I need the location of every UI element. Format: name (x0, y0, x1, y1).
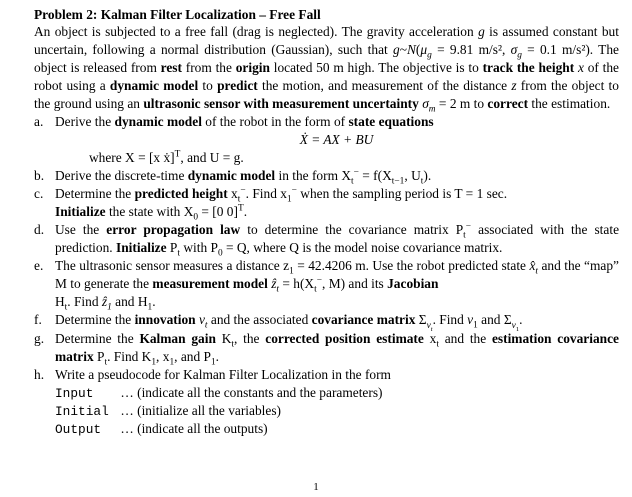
item-label: a. (34, 114, 44, 129)
item-label: c. (34, 186, 44, 201)
pseudocode-input: Input … (indicate all the constants and the parameters) (55, 384, 383, 401)
question-a: a. Derive the dynamic model of the robot in the form of state equations (34, 114, 434, 129)
question-c: c. Determine the predicted height $x_t^-$. Find $x_1^-$ when the sampling period is T = 1 sec. Initialize the state with $X_0 = [0$ 0]$^T$. (34, 185, 508, 223)
item-label: f. (34, 312, 42, 327)
item-label: b. (34, 168, 45, 183)
item-label: h. (34, 366, 45, 382)
problem-intro: An object is subjected to a free fall (drag is neglected). The gravity acceleration g is assumed constant but uncertain, following a normal distribution (Gaussian), such that $g\sim N(\mu_g = 9.81$ m/s², $\sigma_g = 0.1$ m/s²). The object is released from rest from the origin located 50 m high. The objective is to track the height x of the robot using a dynamic model to predict the motion, and measurement of the distance z from the object to the ground using an ultrasonic sensor with measurement uncertainty $\sigma_m = 2$ m to correct the estimation. (34, 24, 619, 115)
item-label: g. (34, 330, 45, 346)
state-equation: Ẋ = AX + BU (299, 132, 374, 147)
question-g: g. Determine the Kalman gain $K_t$, the corrected position estimate $x_t$ and the estimation covariance matrix $P_t$. Find $K_1$, $x_1$, and $P_1$. (34, 330, 619, 368)
pseudocode-initial: Initial … (initialize all the variables) (55, 402, 281, 419)
question-e: e. The ultrasonic sensor measures a distance $z_1 = 42.4206$ m. Use the robot predicted state $x̂_t$ and the “map” M to generate the measurement model ẑ$_t$ = $h(X_t^-$, M) and its Jacobian $H_t$. Find ẑ$_1$ and $H_1$. (34, 258, 619, 313)
question-b: b. Derive the discrete-time dynamic model in the form $X_t^- = f(X_{t-1}$, $U_t$). (34, 167, 432, 187)
question-d: d. Use the error propagation law to determine the covariance matrix $P_t^-$ associated with the state prediction. Initialize $P_t$ with $P_0 = Q$, where Q is the model noise covariance matrix. (34, 221, 620, 259)
state-definition: where X = [x ẋ]$^T$, and U = g. (89, 149, 244, 165)
pseudocode-output: Output … (indicate all the outputs) (55, 420, 268, 437)
question-f: f. Determine the innovation $v_t$ and the associated covariance matrix $\Sigma_{v_t}$. Find $v_1$ and $\Sigma_{v_1}$. (34, 312, 523, 333)
item-label: e. (34, 258, 44, 273)
item-label: d. (34, 222, 45, 237)
problem-page (34, 6, 619, 438)
problem-title: Problem 2: Kalman Filter Localization – Free Fall (34, 7, 321, 22)
page-number: 1 (313, 481, 319, 493)
question-h: h. Write a pseudocode for Kalman Filter Localization in the form (34, 366, 391, 382)
